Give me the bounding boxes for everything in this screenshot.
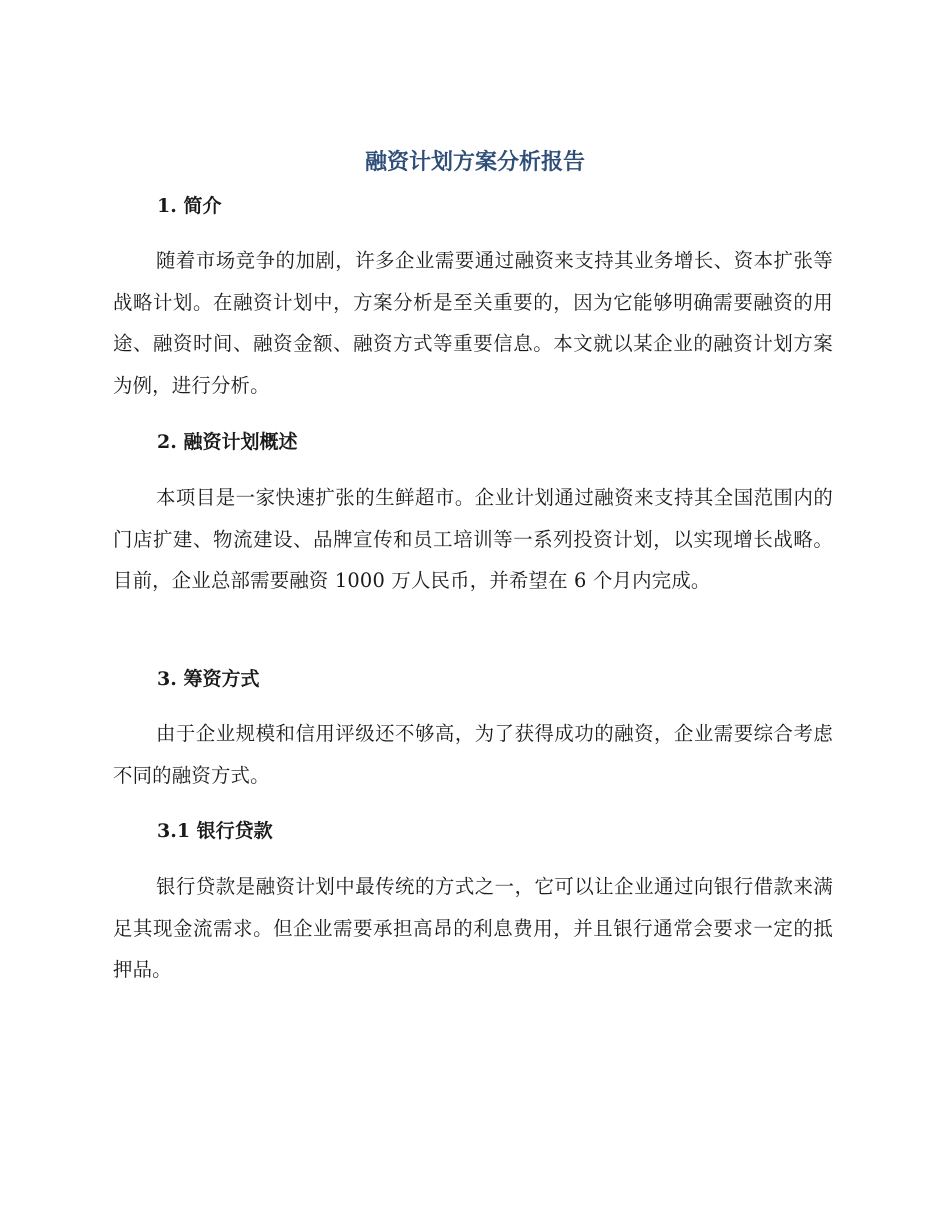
section-heading-overview: 2. 融资计划概述 [157, 431, 298, 453]
section-paragraph-bank-loan: 银行贷款是融资计划中最传统的方式之一，它可以让企业通过向银行借款来满足其现金流需求。但企业需要承担高昂的利息费用，并且银行通常会要求一定的抵押品。 [113, 875, 833, 981]
section-paragraph-overview: 本项目是一家快速扩张的生鲜超市。企业计划通过融资来支持其全国范围内的门店扩建、物流建设、品牌宣传和员工培训等一系列投资计划，以实现增长战略。目前，企业总部需要融资 1000 万人民币，并希望在 6 个月内完成。 [113, 486, 833, 592]
section-paragraph-financing-methods: 由于企业规模和信用评级还不够高，为了获得成功的融资，企业需要综合考虑不同的融资方式。 [113, 722, 833, 787]
section-heading-financing-methods: 3. 筹资方式 [157, 668, 260, 690]
document-title: 融资计划方案分析报告 [364, 150, 585, 175]
section-heading-intro: 1. 简介 [157, 195, 222, 217]
section-heading-bank-loan: 3.1 银行贷款 [157, 820, 273, 842]
section-paragraph-intro: 随着市场竞争的加剧，许多企业需要通过融资来支持其业务增长、资本扩张等战略计划。在融资计划中，方案分析是至关重要的，因为它能够明确需要融资的用途、融资时间、融资金额、融资方式等重要信息。本文就以某企业的融资计划方案为例，进行分析。 [113, 249, 833, 397]
